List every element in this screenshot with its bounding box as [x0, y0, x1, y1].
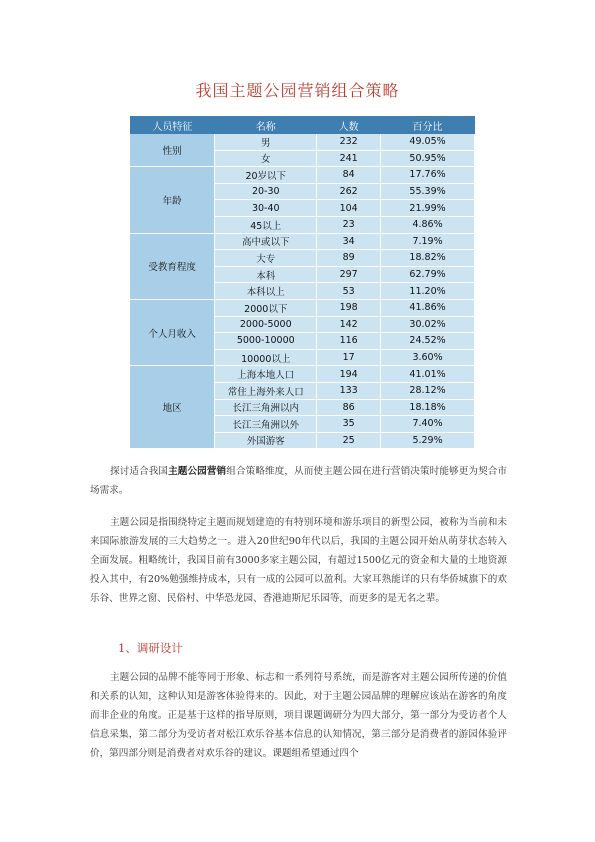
percent-cell: 28.12%	[381, 382, 475, 399]
name-cell: 45以上	[215, 216, 317, 233]
name-cell: 本科	[215, 266, 317, 283]
name-cell: 20岁以下	[215, 167, 317, 184]
intro-text-before: 探讨适合我国	[110, 466, 169, 477]
percent-cell: 18.82%	[381, 250, 475, 267]
percent-cell: 50.95%	[381, 150, 475, 167]
name-cell: 男	[215, 134, 317, 150]
column-header: 百分比	[381, 116, 475, 134]
name-cell: 30-40	[215, 200, 317, 217]
percent-cell: 5.29%	[381, 432, 475, 449]
name-cell: 上海本地人口	[215, 366, 317, 383]
percent-cell: 49.05%	[381, 134, 475, 150]
group-label-cell: 地区	[130, 366, 215, 449]
intro-text-bold: 主题公园营销	[168, 466, 227, 477]
count-cell: 84	[317, 167, 381, 184]
count-cell: 34	[317, 233, 381, 250]
count-cell: 232	[317, 134, 381, 150]
survey-table	[130, 116, 475, 449]
percent-cell: 62.79%	[381, 266, 475, 283]
table-row	[130, 366, 475, 383]
percent-cell: 11.20%	[381, 283, 475, 300]
name-cell: 2000以下	[215, 299, 317, 316]
percent-cell: 30.02%	[381, 316, 475, 333]
name-cell: 外国游客	[215, 432, 317, 449]
count-cell: 25	[317, 432, 381, 449]
count-cell: 35	[317, 416, 381, 433]
table-row	[130, 167, 475, 184]
intro-paragraph	[90, 462, 507, 500]
count-cell: 89	[317, 250, 381, 267]
name-cell: 长江三角洲以内	[215, 399, 317, 416]
column-header: 人数	[317, 116, 381, 134]
body-paragraph: 主题公园的品牌不能等同于形象、标志和一系列符号系统，而是游客对主题公园所传递的价值和关系的认知，这种认知是游客体验得来的。因此，对于主题公园品牌的理解应该站在游客的角度而非企业的角度。正是基于这样的指导原则，项目课题调研分为四大部分，第一部分为受访者个人信息采集，第二部分为受访者对松江欢乐谷基本信息的认知情况，第三部分是消费者的游园体验评价，第四部分则是消费者对欢乐谷的建议。课题组希望通过四个	[90, 672, 507, 759]
name-cell: 2000-5000	[215, 316, 317, 333]
percent-cell: 7.40%	[381, 416, 475, 433]
group-label-cell: 性别	[130, 134, 215, 167]
percent-cell: 24.52%	[381, 333, 475, 350]
count-cell: 17	[317, 349, 381, 366]
count-cell: 142	[317, 316, 381, 333]
count-cell: 297	[317, 266, 381, 283]
group-label-cell: 个人月收入	[130, 299, 215, 365]
count-cell: 241	[317, 150, 381, 167]
percent-cell: 17.76%	[381, 167, 475, 184]
name-cell: 20-30	[215, 183, 317, 200]
name-cell: 5000-10000	[215, 333, 317, 350]
body-paragraph: 主题公园是指围绕特定主题而规划建造的有特别环境和游乐项目的新型公园，被称为当前和未来国际旅游发展的三大趋势之一。进入20世纪90年代以后，我国的主题公园开始从萌芽状态转入全面发展。粗略统计，我国目前有3000多家主题公园，有超过1500亿元的资金和大量的土地资源投入其中，有20%勉强维持成本，只有一成的公园可以盈利。大家耳熟能详的只有华侨城旗下的欢乐谷、世界之窗、民俗村、中华恐龙园、香港迪斯尼乐园等，而更多的是无名之辈。	[90, 517, 507, 604]
section-heading: 1、调研设计	[118, 641, 183, 655]
name-cell: 常住上海外来人口	[215, 382, 317, 399]
name-cell: 本科以上	[215, 283, 317, 300]
percent-cell: 7.19%	[381, 233, 475, 250]
table-row	[130, 233, 475, 250]
group-label-cell: 年龄	[130, 167, 215, 233]
count-cell: 262	[317, 183, 381, 200]
count-cell: 86	[317, 399, 381, 416]
table-row	[130, 134, 475, 150]
table-header-row	[130, 116, 475, 134]
name-cell: 女	[215, 150, 317, 167]
percent-cell: 41.01%	[381, 366, 475, 383]
count-cell: 194	[317, 366, 381, 383]
column-header: 名称	[215, 116, 317, 134]
count-cell: 23	[317, 216, 381, 233]
table-row	[130, 299, 475, 316]
count-cell: 116	[317, 333, 381, 350]
name-cell: 10000以上	[215, 349, 317, 366]
page-title: 我国主题公园营销组合策略	[195, 81, 400, 100]
group-label-cell: 受教育程度	[130, 233, 215, 299]
intro-text-after: 组合策略维度，从而使主题公园在进行营销决策时能够更为契合市场需求。	[90, 466, 508, 496]
name-cell: 大专	[215, 250, 317, 267]
percent-cell: 4.86%	[381, 216, 475, 233]
column-header: 人员特征	[130, 116, 215, 134]
percent-cell: 3.60%	[381, 349, 475, 366]
percent-cell: 18.18%	[381, 399, 475, 416]
count-cell: 53	[317, 283, 381, 300]
percent-cell: 41.86%	[381, 299, 475, 316]
percent-cell: 21.99%	[381, 200, 475, 217]
count-cell: 104	[317, 200, 381, 217]
name-cell: 长江三角洲以外	[215, 416, 317, 433]
count-cell: 198	[317, 299, 381, 316]
percent-cell: 55.39%	[381, 183, 475, 200]
name-cell: 高中或以下	[215, 233, 317, 250]
count-cell: 133	[317, 382, 381, 399]
